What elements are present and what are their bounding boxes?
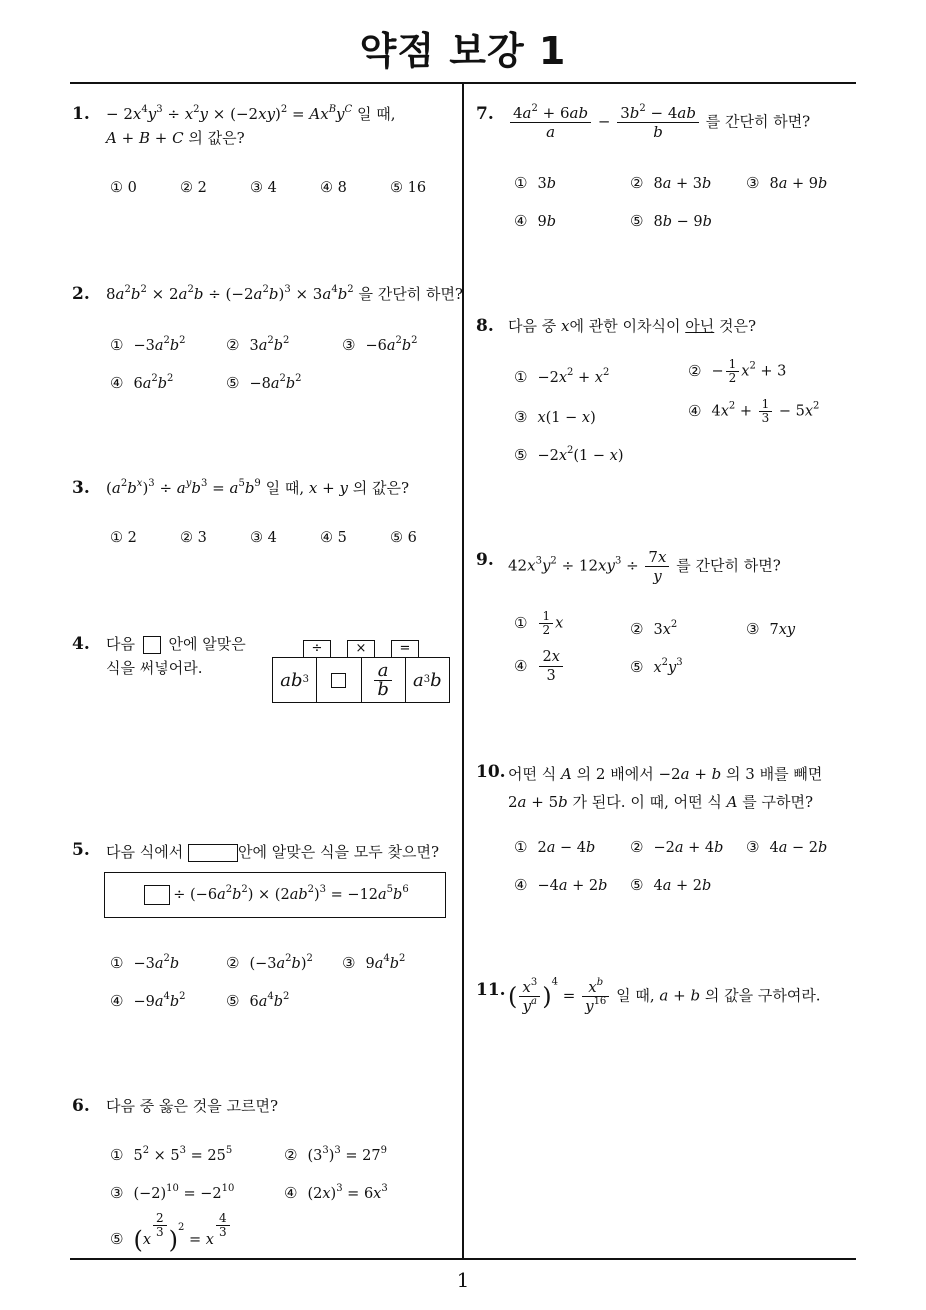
option-5[interactable]: ⑤ (x $\frac{2}{3}$ )$^2$ = x $\frac{4}{3}$ [110,1212,232,1254]
option-5[interactable]: ⑤ $x^2y^3$ [630,657,683,676]
option-4[interactable]: ④ −4a + 2b [514,876,608,894]
multiply-operator: × [347,640,375,657]
option-4[interactable]: ④ $-9a^4b^2$ [110,991,186,1010]
question-7-text: $\frac{4a^2 + 6ab}{a}$ − $\frac{3b^2 - 4ab}{b}$ 를 간단히 하면? [508,104,810,141]
option-5[interactable]: ⑤ 6 [390,530,417,546]
question-9-text: $42x^3y^2 \div 12xy^3$ ÷ $\frac{7x}{y}$ 를 간단히 하면? [508,548,781,585]
equation-box: ÷ $(-6a^2b^2) \times (2ab^2)^3 = -12a^5b^6$ [104,872,446,918]
option-3[interactable]: ③ 8a + 9b [746,174,828,192]
divide-operator: ÷ [303,640,331,657]
column-divider [462,84,464,1259]
option-2[interactable]: ② $(3^3)^3 = 27^9$ [284,1145,387,1164]
question-6-text: 다음 중 옳은 것을 고르면? [106,1097,279,1115]
option-3[interactable]: ③ 4 [250,530,277,546]
question-10-text: 어떤 식 A 의 2 배에서 −2a + b 의 3 배를 빼면 2a + 5b 가 된다. 이 때, 어떤 식 A 를 구하면? [508,765,823,811]
option-4[interactable]: ④ 9b [514,212,556,230]
option-1[interactable]: ① $\frac{1}{2}$ x [514,609,564,637]
question-number: 11. [476,980,506,1000]
option-3[interactable]: ③ $(-2)^{10} = -2^{10}$ [110,1183,235,1202]
option-3[interactable]: ③ 7xy [746,620,796,638]
question-number: 5. [72,840,90,860]
question-number: 7. [476,104,494,124]
question-number: 9. [476,550,494,570]
grid-cell-blank[interactable] [317,658,361,702]
option-1[interactable]: ① 0 [110,180,137,196]
option-2[interactable]: ② 2 [180,180,207,196]
bottom-rule [70,1258,856,1260]
option-4[interactable]: ④ 8 [320,180,347,196]
question-2-text: $8a^2b^2 \times 2a^2b \div (-2a^2b)^3 \times 3a^4b^2$ 을 간단히 하면? [106,284,463,303]
option-5[interactable]: ⑤ 4a + 2b [630,876,712,894]
option-1[interactable]: ① 3b [514,174,556,192]
question-5-text: 다음 식에서 안에 알맞은 식을 모두 찾으면? [106,843,439,861]
option-1[interactable]: ① $-3a^2b^2$ [110,335,186,354]
option-2[interactable]: ② $3a^2b^2$ [226,335,290,354]
option-5[interactable]: ⑤ $-2x^2(1 - x)$ [514,445,624,464]
question-4-text: 다음 안에 알맞은 식을 써넣어라. [106,635,246,677]
option-5[interactable]: ⑤ $6a^4b^2$ [226,991,290,1010]
option-2[interactable]: ② 3 [180,530,207,546]
option-5[interactable]: ⑤ 8b − 9b [630,212,712,230]
expression-grid [272,657,450,703]
question-number: 6. [72,1096,90,1116]
page-title: 약점 보강 1 [359,29,567,73]
option-2[interactable]: ② −2a + 4b [630,838,724,856]
option-2[interactable]: ② $(-3a^2b)^2$ [226,953,313,972]
option-3[interactable]: ③ x(1 − x) [514,408,596,426]
option-1[interactable]: ① $-2x^2 + x^2$ [514,367,610,386]
page-number: 1 [456,1268,470,1292]
option-3[interactable]: ③ 4 [250,180,277,196]
grid-cell: a 3 b [413,669,442,691]
grid-cell: ab 3 [273,658,317,702]
option-3[interactable]: ③ 4a − 2b [746,838,828,856]
option-4[interactable]: ④ $6a^2b^2$ [110,373,174,392]
option-1[interactable]: ① 2 [110,530,137,546]
question-1-text: − $2x^4y^3 \div x^2y \times (-2xy)^2 = Ax^By^C$ 일 때, A + B + C 의 값은? [106,104,396,147]
option-4[interactable]: ④ $(2x)^3 = 6x^3$ [284,1183,388,1202]
option-4[interactable]: ④ $4x^2$ + $\frac{1}{3}$ − $5x^2$ [688,397,820,425]
question-number: 4. [72,634,90,654]
option-1[interactable]: ① $-3a^2b$ [110,953,180,972]
option-4[interactable]: ④ 5 [320,530,347,546]
question-number: 3. [72,478,90,498]
question-11-text: ( $\frac{x^3}{y^a}$ )$^4$ = $\frac{x^b}{y^{16}}$ 일 때, a + b 의 값을 구하여라. [508,976,821,1015]
option-2[interactable]: ② $3x^2$ [630,619,678,638]
question-8-text: 다음 중 x에 관한 이차식이 아닌 것은? [508,317,757,335]
question-number: 10. [476,762,506,782]
option-3[interactable]: ③ $9a^4b^2$ [342,953,406,972]
option-1[interactable]: ① 2a − 4b [514,838,596,856]
grid-cell: $\frac{a}{b}$ [362,658,406,702]
answer-blank [143,636,161,654]
answer-blank [188,844,238,862]
option-2[interactable]: ② 8a + 3b [630,174,712,192]
option-3[interactable]: ③ $-6a^2b^2$ [342,335,418,354]
equals-operator: = [391,640,419,657]
question-number: 2. [72,284,90,304]
option-1[interactable]: ① $5^2 \times 5^3 = 25^5$ [110,1145,233,1164]
option-4[interactable]: ④ $\frac{2x}{3}$ [514,648,565,685]
question-number: 8. [476,316,494,336]
question-3-text: $(a^2b^x)^3 \div a^yb^3 = a^5b^9$ 일 때, x + y 의 값은? [106,478,410,497]
option-2[interactable]: ② − $\frac{1}{2}$ $x^2 + 3$ [688,357,787,385]
question-number: 1. [72,104,90,124]
option-5[interactable]: ⑤ $-8a^2b^2$ [226,373,302,392]
option-5[interactable]: ⑤ 16 [390,180,427,196]
